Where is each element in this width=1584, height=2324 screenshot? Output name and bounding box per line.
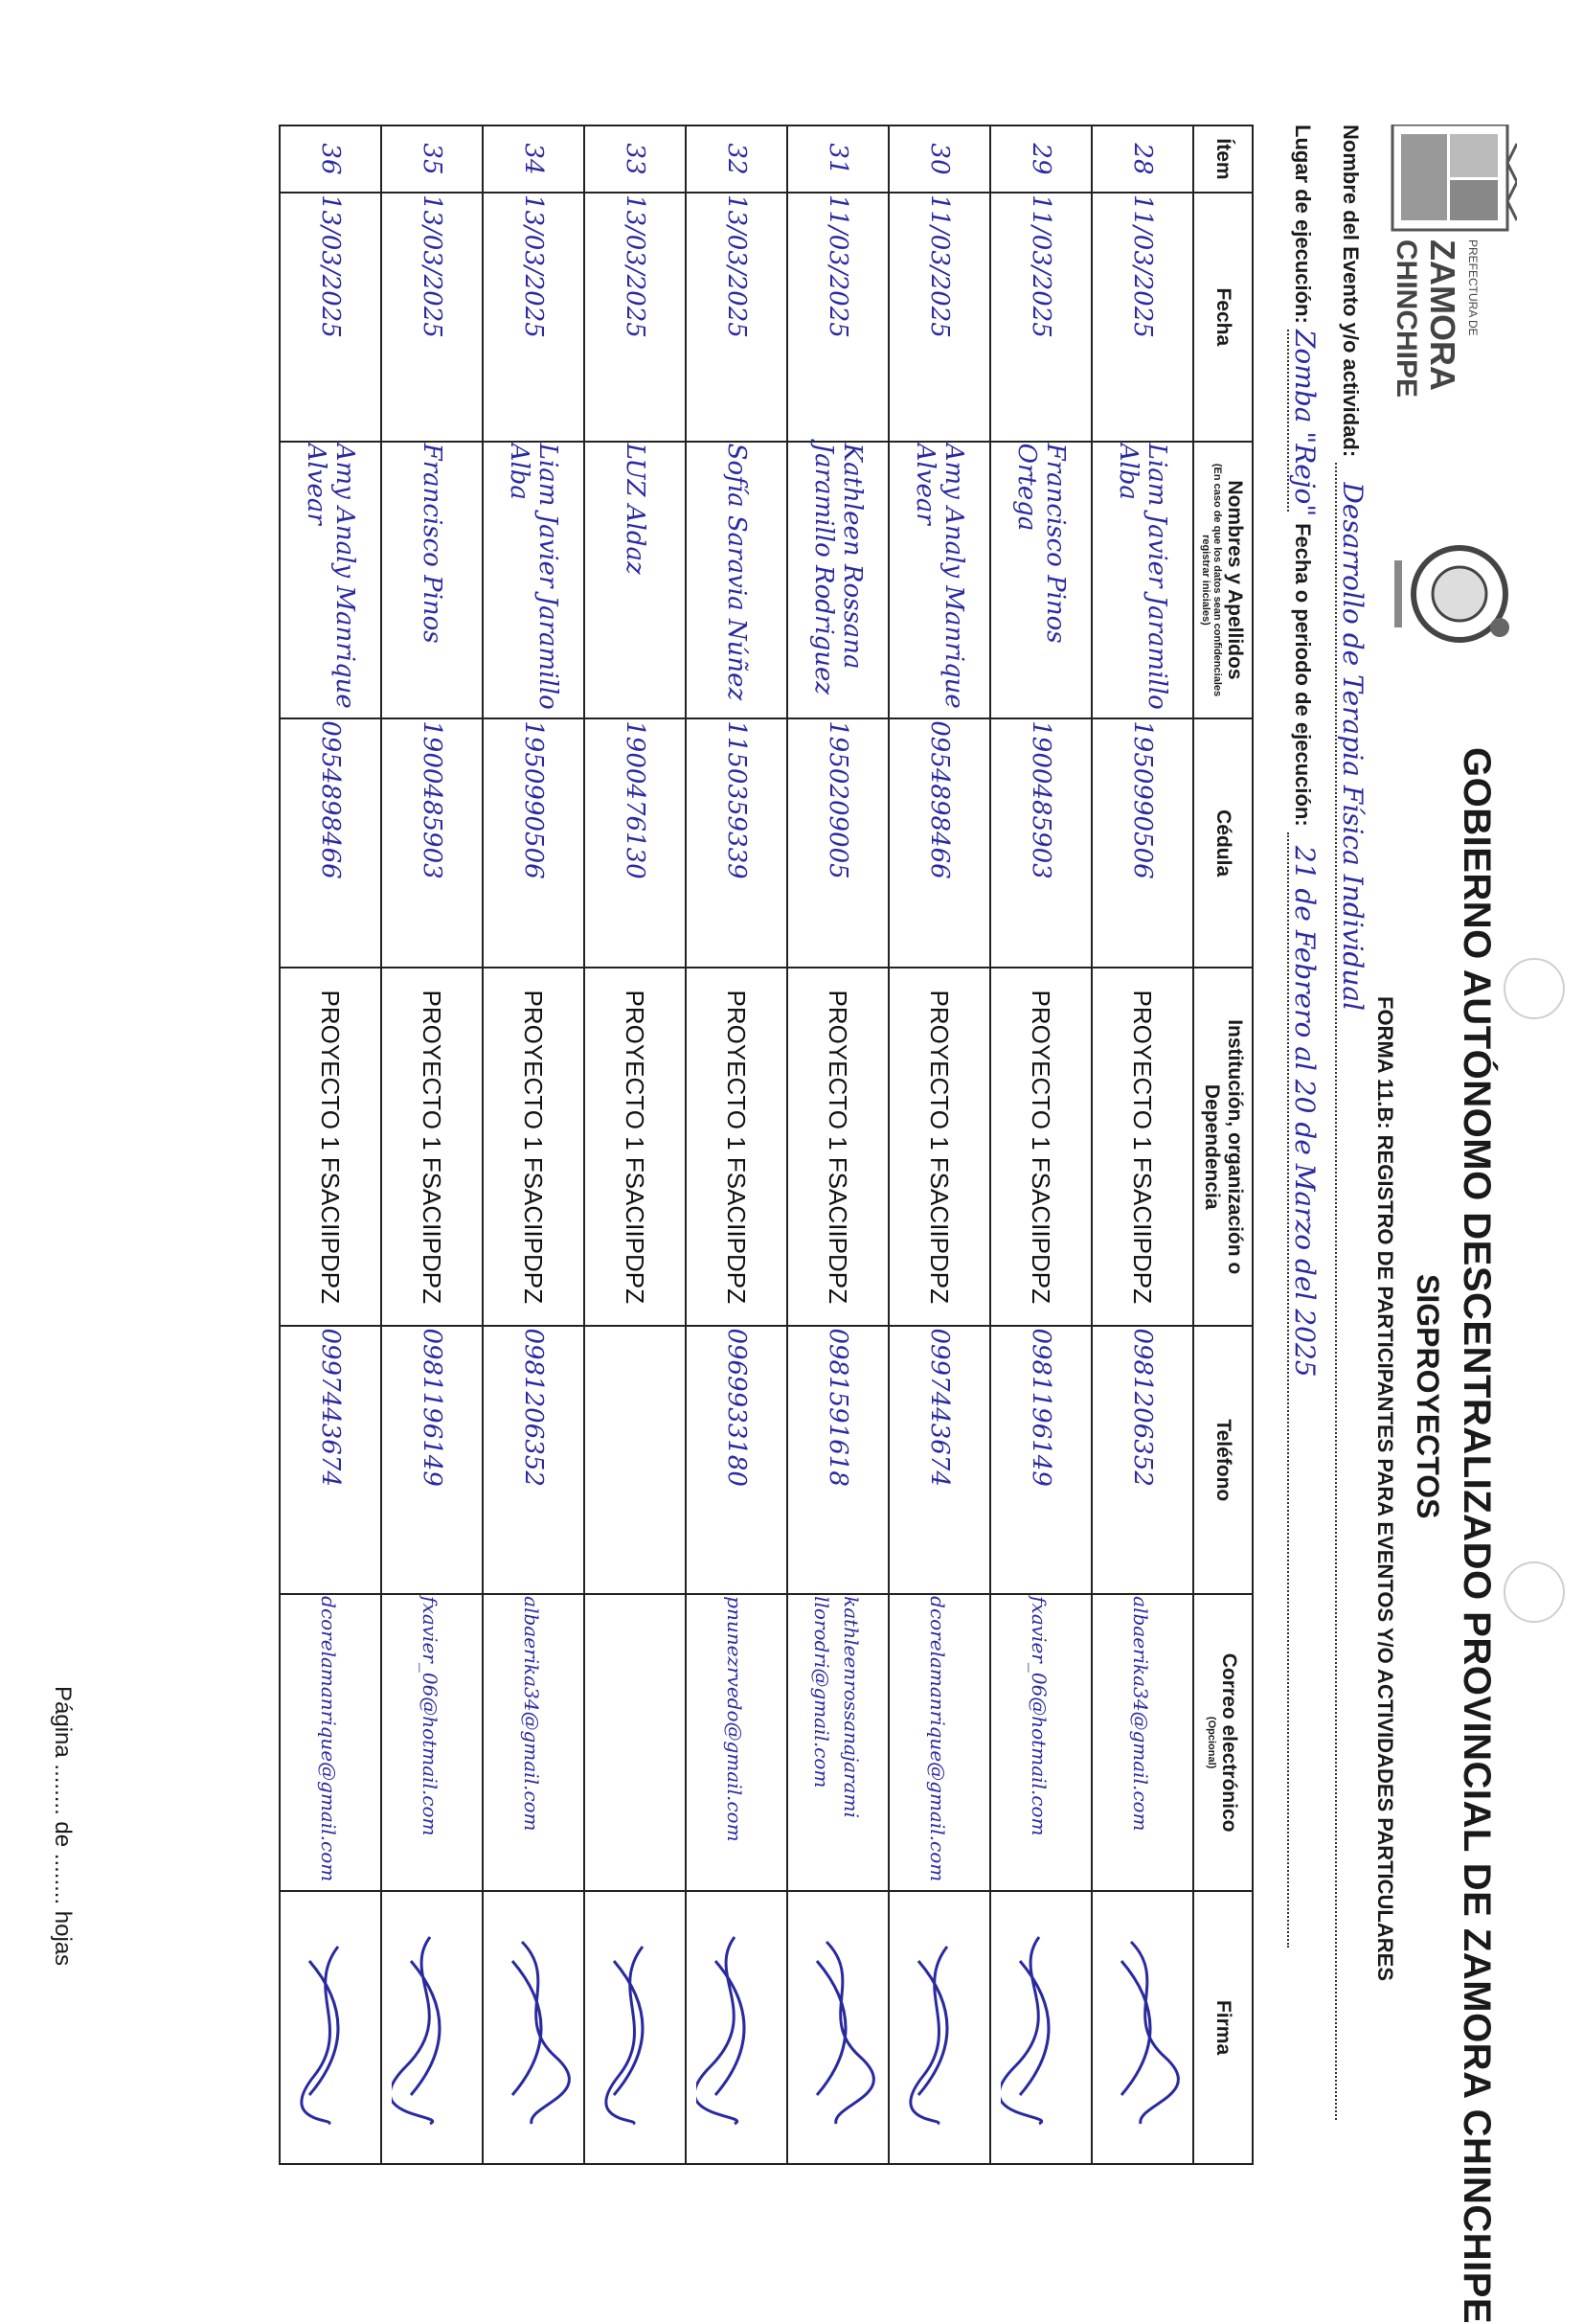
signature-scribble bbox=[291, 1923, 377, 2133]
row-phone: 0969933180 bbox=[686, 1326, 787, 1594]
table-row bbox=[584, 125, 686, 2164]
header-fecha: Fecha bbox=[1193, 193, 1253, 442]
row-institution: PROYECTO 1 FSACIIPDPZ bbox=[990, 968, 1092, 1326]
row-cedula: 1150359339 bbox=[686, 718, 787, 968]
row-cedula: 1950990506 bbox=[483, 718, 584, 968]
header-firma: Firma bbox=[1193, 1891, 1253, 2164]
row-phone: 0981591618 bbox=[787, 1326, 889, 1594]
svg-text:PREFECTURA DE: PREFECTURA DE bbox=[1466, 239, 1480, 336]
place-label: Lugar de ejecución: bbox=[1291, 125, 1315, 324]
row-email-text: dcorelamanrique@gmail.com bbox=[926, 1596, 950, 1882]
row-phone bbox=[584, 1326, 686, 1594]
row-phone: 0981206352 bbox=[483, 1326, 584, 1594]
row-email-text: albaerika34@gmail.com bbox=[520, 1596, 544, 1832]
row-signature bbox=[381, 1891, 483, 2164]
row-name: Francisco Pinos bbox=[381, 442, 483, 719]
row-signature bbox=[1092, 1891, 1193, 2164]
row-signature bbox=[280, 1891, 381, 2164]
page-footer: Página ........ de ........ hojas bbox=[50, 1686, 76, 1967]
row-item: 35 bbox=[381, 125, 483, 193]
row-email bbox=[584, 1594, 686, 1891]
header-subtitle: SIGPROYECTOS bbox=[1411, 1274, 1445, 1519]
place-period-row bbox=[1287, 125, 1321, 1948]
form-title: FORMA 11.B: REGISTRO DE PARTICIPANTES PARA EVENTOS Y/O ACTIVIDADES PARTICULARES bbox=[1373, 996, 1397, 1981]
punch-hole-left bbox=[1504, 958, 1565, 1019]
signature-scribble bbox=[799, 1923, 885, 2133]
row-name: Liam Javier Jaramillo Alba bbox=[1092, 442, 1193, 719]
program-logo bbox=[1373, 536, 1517, 651]
row-name: Francisco Pinos Ortega bbox=[990, 442, 1092, 719]
row-item: 30 bbox=[889, 125, 990, 193]
row-institution: PROYECTO 1 FSACIIPDPZ bbox=[889, 968, 990, 1326]
row-item: 29 bbox=[990, 125, 1092, 193]
row-item: 34 bbox=[483, 125, 584, 193]
row-institution: PROYECTO 1 FSACIIPDPZ bbox=[1092, 968, 1193, 1326]
row-item: 36 bbox=[280, 125, 381, 193]
row-name: LUZ Aldaz bbox=[584, 442, 686, 719]
row-cedula: 0954898466 bbox=[889, 718, 990, 968]
header-telefono: Teléfono bbox=[1193, 1326, 1253, 1594]
row-date: 13/03/2025 bbox=[686, 193, 787, 442]
header-nombres-note: (En caso de que los datos sean confidenciales registrar iniciales) bbox=[1200, 463, 1223, 697]
table-row bbox=[889, 125, 990, 2164]
row-email bbox=[686, 1594, 787, 1891]
row-email bbox=[280, 1594, 381, 1891]
header-institucion: Institución, organización o Dependencia bbox=[1193, 968, 1253, 1326]
row-date: 13/03/2025 bbox=[280, 193, 381, 442]
header-nombres-label: Nombres y Apellidos bbox=[1224, 480, 1246, 680]
signature-scribble bbox=[494, 1923, 580, 2133]
row-signature bbox=[889, 1891, 990, 2164]
row-date: 11/03/2025 bbox=[990, 193, 1092, 442]
row-phone: 0981196149 bbox=[990, 1326, 1092, 1594]
signature-scribble bbox=[697, 1923, 783, 2133]
row-email bbox=[381, 1594, 483, 1891]
header-correo-label: Correo electrónico bbox=[1218, 1652, 1240, 1833]
header-correo bbox=[1193, 1594, 1253, 1891]
row-email-text: pnunezrvedo@gmail.com bbox=[723, 1596, 747, 1842]
participants-table bbox=[279, 125, 1254, 2165]
row-cedula: 1950209005 bbox=[787, 718, 889, 968]
row-institution: PROYECTO 1 FSACIIPDPZ bbox=[584, 968, 686, 1326]
row-date: 13/03/2025 bbox=[381, 193, 483, 442]
row-institution: PROYECTO 1 FSACIIPDPZ bbox=[381, 968, 483, 1326]
row-phone: 0997443674 bbox=[889, 1326, 990, 1594]
row-name: Amy Analy Manrique Alvear bbox=[280, 442, 381, 719]
row-signature bbox=[990, 1891, 1092, 2164]
row-email-text: albaerika34@gmail.com bbox=[1129, 1596, 1153, 1832]
table-row bbox=[280, 125, 381, 2164]
event-name-row bbox=[1335, 125, 1369, 2120]
row-phone: 0981196149 bbox=[381, 1326, 483, 1594]
period-label: Fecha o periodo de ejecución: bbox=[1291, 523, 1315, 827]
header-cedula: Cédula bbox=[1193, 718, 1253, 968]
row-date: 11/03/2025 bbox=[787, 193, 889, 442]
row-email bbox=[889, 1594, 990, 1891]
header-nombres bbox=[1193, 442, 1253, 719]
row-email bbox=[787, 1594, 889, 1891]
row-date: 13/03/2025 bbox=[483, 193, 584, 442]
event-name-value: Desarrollo de Terapia Física Individual bbox=[1335, 463, 1369, 2120]
row-name: Kathleen Rossana Jaramillo Rodriguez bbox=[787, 442, 889, 719]
row-email-text: dcorelamanrique@gmail.com bbox=[317, 1596, 341, 1882]
row-email bbox=[1092, 1594, 1193, 1891]
prefecture-logo bbox=[1364, 125, 1517, 422]
row-institution: PROYECTO 1 FSACIIPDPZ bbox=[483, 968, 584, 1326]
svg-text:CHINCHIPE: CHINCHIPE bbox=[1391, 239, 1422, 399]
punch-hole-right bbox=[1504, 1561, 1565, 1623]
row-name: Amy Analy Manrique Alvear bbox=[889, 442, 990, 719]
place-value: Zomba "Rejo" bbox=[1289, 329, 1321, 517]
row-item: 28 bbox=[1092, 125, 1193, 193]
signature-scribble bbox=[900, 1923, 986, 2133]
row-email-text: fxavier_06@hotmail.com bbox=[1028, 1596, 1052, 1836]
signature-scribble bbox=[1002, 1923, 1088, 2133]
row-name: Sofía Saravia Núñez bbox=[686, 442, 787, 719]
row-cedula: 0954898466 bbox=[280, 718, 381, 968]
table-header-row bbox=[1193, 125, 1253, 2164]
signature-scribble bbox=[393, 1923, 479, 2133]
row-item: 33 bbox=[584, 125, 686, 193]
row-institution: PROYECTO 1 FSACIIPDPZ bbox=[686, 968, 787, 1326]
row-cedula: 1950990506 bbox=[1092, 718, 1193, 968]
table-row bbox=[1092, 125, 1193, 2164]
row-institution: PROYECTO 1 FSACIIPDPZ bbox=[787, 968, 889, 1326]
row-signature bbox=[787, 1891, 889, 2164]
row-signature bbox=[584, 1891, 686, 2164]
table-row bbox=[787, 125, 889, 2164]
row-email-text: fxavier_06@hotmail.com bbox=[419, 1596, 442, 1836]
event-name-label: Nombre del Evento y/o actividad: bbox=[1339, 125, 1363, 458]
table-row bbox=[381, 125, 483, 2164]
row-date: 13/03/2025 bbox=[584, 193, 686, 442]
header-item: Ítem bbox=[1193, 125, 1253, 193]
row-cedula: 1900485903 bbox=[381, 718, 483, 968]
table-row bbox=[483, 125, 584, 2164]
signature-scribble bbox=[1103, 1923, 1189, 2133]
row-phone: 0981206352 bbox=[1092, 1326, 1193, 1594]
row-signature bbox=[483, 1891, 584, 2164]
table-row bbox=[686, 125, 787, 2164]
row-cedula: 1900485903 bbox=[990, 718, 1092, 968]
row-signature bbox=[686, 1891, 787, 2164]
row-item: 31 bbox=[787, 125, 889, 193]
period-value: 21 de Febrero al 20 de Marzo del 2025 bbox=[1287, 832, 1321, 1948]
row-phone: 0997443674 bbox=[280, 1326, 381, 1594]
svg-text:ZAMORA: ZAMORA bbox=[1423, 239, 1462, 391]
row-date: 11/03/2025 bbox=[1092, 193, 1193, 442]
row-item: 32 bbox=[686, 125, 787, 193]
row-institution: PROYECTO 1 FSACIIPDPZ bbox=[280, 968, 381, 1326]
signature-scribble bbox=[596, 1923, 682, 2133]
row-email bbox=[990, 1594, 1092, 1891]
row-email bbox=[483, 1594, 584, 1891]
row-name: Liam Javier Jaramillo Alba bbox=[483, 442, 584, 719]
table-row bbox=[990, 125, 1092, 2164]
row-cedula: 1900476130 bbox=[584, 718, 686, 968]
header-correo-note: (Opcional) bbox=[1206, 1716, 1217, 1769]
header-title: GOBIERNO AUTÓNOMO DESCENTRALIZADO PROVINCIAL DE ZAMORA CHINCHIPE bbox=[1456, 747, 1498, 2324]
row-email-text: kathleenrossanajarami llorodri@gmail.com bbox=[810, 1596, 863, 1818]
row-date: 11/03/2025 bbox=[889, 193, 990, 442]
